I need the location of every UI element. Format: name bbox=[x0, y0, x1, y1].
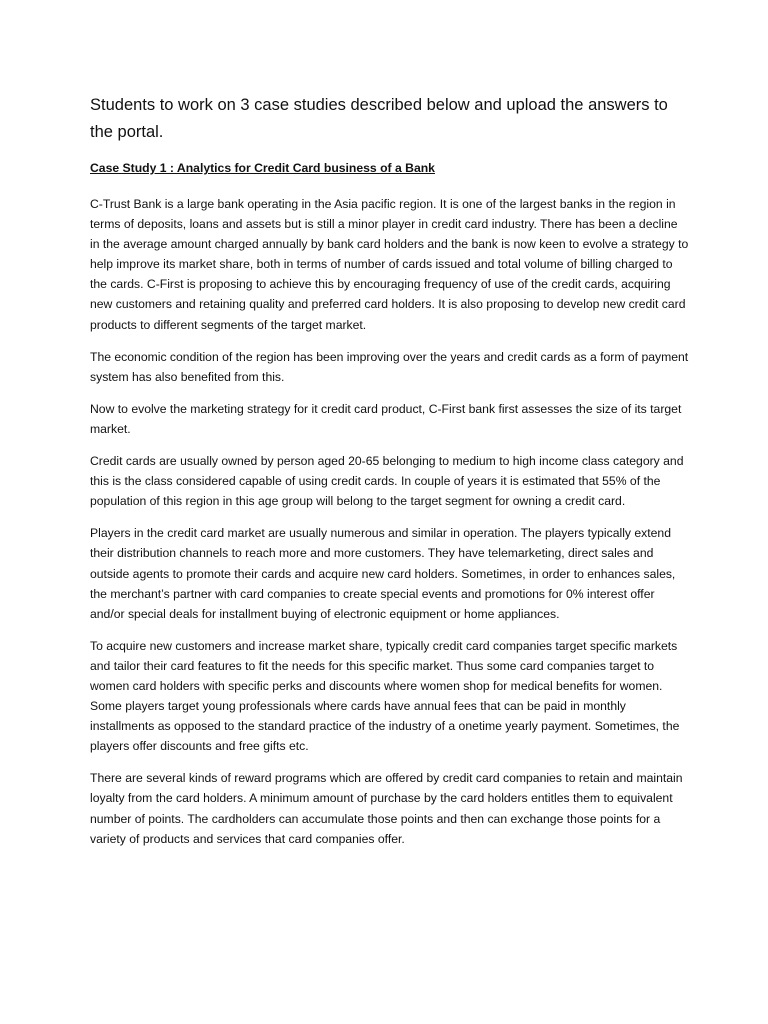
paragraph-intro: C-Trust Bank is a large bank operating in the Asia pacific region. It is one of the largest banks in the region in terms of deposits, loans and assets but is still a minor player in credit card industry. There has been a decline in the average amount charged annually by bank card holders and the bank is now keen to evolve a strategy to help improve its market share, both in terms of number of cards issued and total volume of billing charged to the cards. C-First is proposing to achieve this by encouraging frequency of use of the credit cards, acquiring new customers and retaining quality and preferred card holders. It is also proposing to develop new credit card products to different segments of the target market. bbox=[90, 197, 689, 332]
case-study-title: Case Study 1 : Analytics for Credit Card business of a Bank bbox=[90, 161, 435, 175]
document-body bbox=[90, 92, 690, 861]
paragraph-card-owners: Credit cards are usually owned by person aged 20-65 belonging to medium to high income class category and this is the class considered capable of using credit cards. In couple of years it is estimated that 55% of the population of this region in this age group will belong to the target segment for owning a credit card. bbox=[90, 454, 684, 509]
assignment-heading: Students to work on 3 case studies described below and upload the answers to the portal. bbox=[90, 96, 668, 141]
paragraph-target-market: Now to evolve the marketing strategy for it credit card product, C-First bank first assesses the size of its target market. bbox=[90, 401, 682, 436]
paragraph-economy: The economic condition of the region has been improving over the years and credit cards as a form of payment system has also benefited from this. bbox=[90, 349, 689, 384]
paragraph-acquisition: To acquire new customers and increase market share, typically credit card companies target specific markets and tailor their card features to fit the needs for this specific market. Thus some card companies target to women card holders with specific perks and discounts where women shop for medical benefits for women. Some players target young professionals where cards have annual fees that can be paid in monthly installments as opposed to the standard practice of the industry of a onetime yearly payment. Sometimes, the players offer discounts and free gifts etc. bbox=[90, 638, 680, 754]
paragraph-players: Players in the credit card market are usually numerous and similar in operation. The players typically extend their distribution channels to reach more and more customers. They have telemarketing, direct sales and outside agents to promote their cards and acquire new card holders. Sometimes, in order to enhances sales, the merchant’s partner with card companies to create special events and promotions for 0% interest offer and/or special deals for installment buying of electronic equipment or home appliances. bbox=[90, 526, 676, 621]
paragraph-rewards: There are several kinds of reward programs which are offered by credit card companies to retain and maintain loyalty from the card holders. A minimum amount of purchase by the card holders entitles them to equivalent number of points. The cardholders can accumulate those points and then can exchange those points for a variety of products and services that card companies offer. bbox=[90, 771, 683, 846]
